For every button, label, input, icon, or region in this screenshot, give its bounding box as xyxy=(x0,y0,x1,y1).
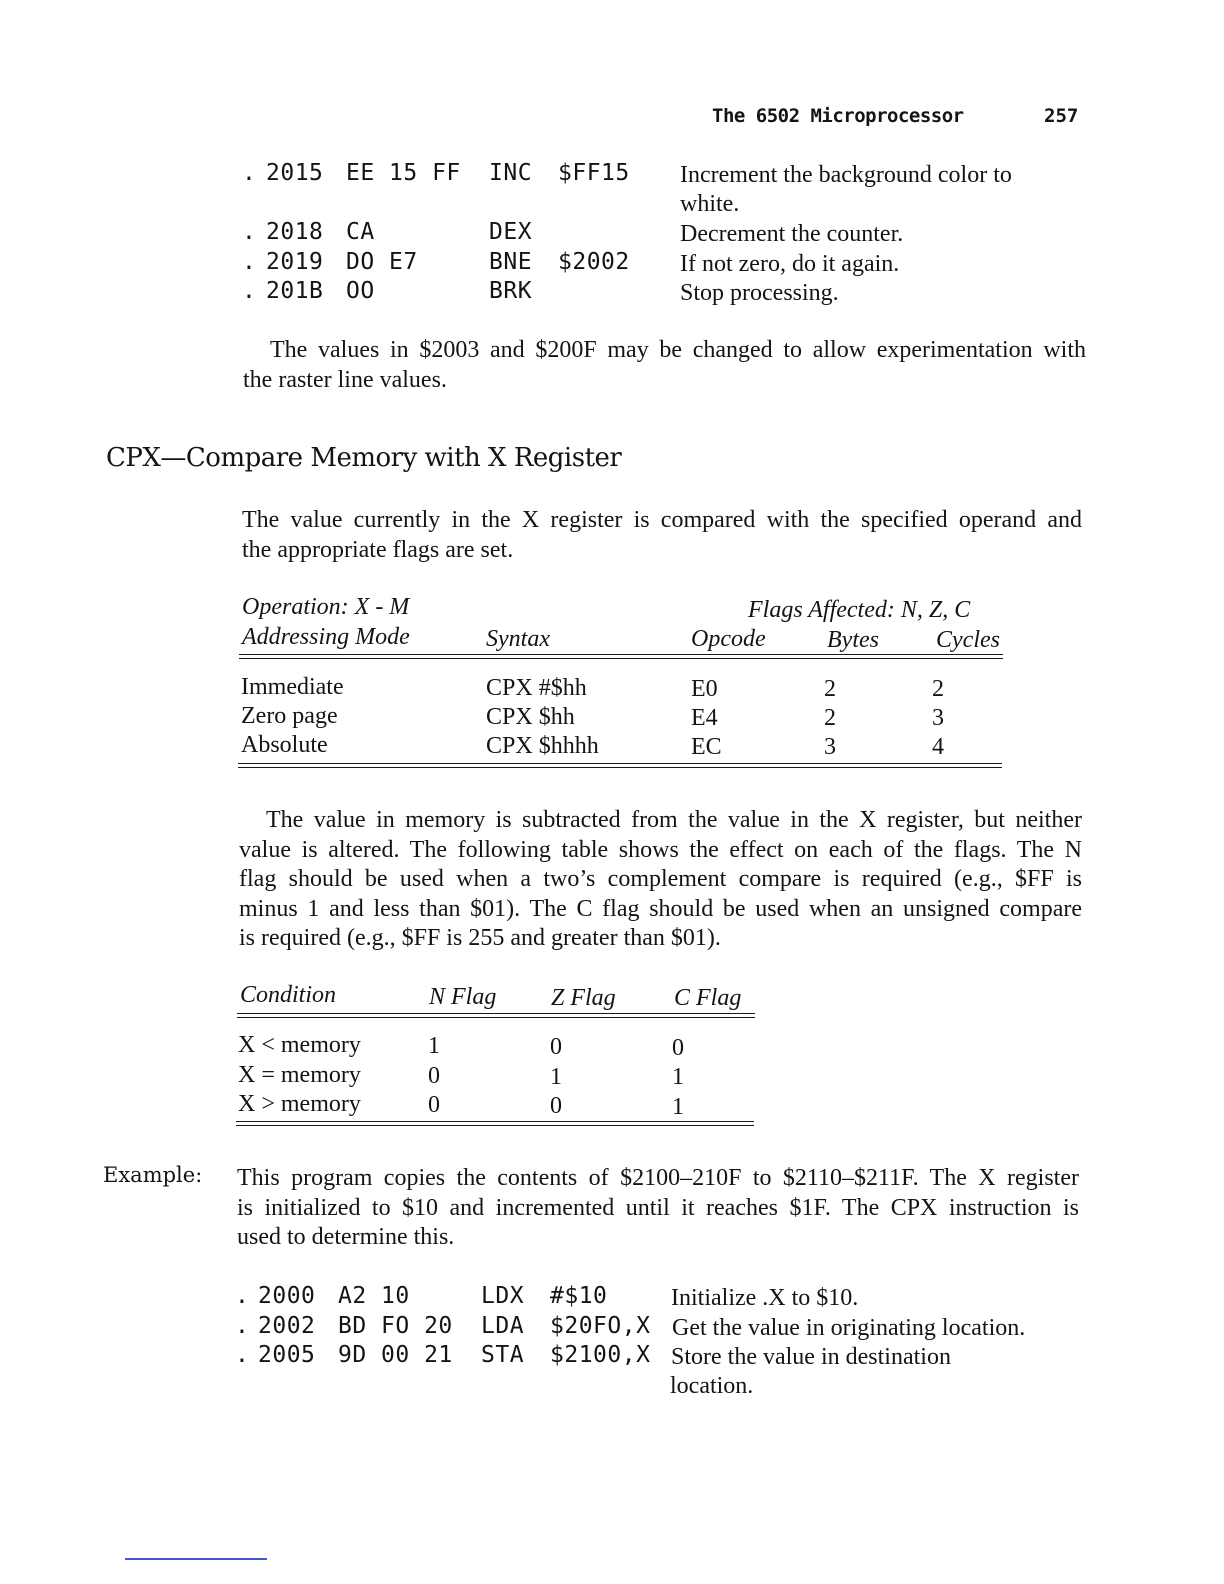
cell-z-flag: 0 xyxy=(550,1034,562,1060)
listing-dot: . xyxy=(235,1283,250,1309)
paragraph-line: value is altered. The following table shows the effect on each of the flags. The N xyxy=(239,836,1082,863)
listing-bytes: BD FO 20 xyxy=(338,1313,453,1339)
listing-comment: Initialize .X to $10. xyxy=(671,1285,859,1311)
section-heading: CPX—Compare Memory with X Register xyxy=(106,443,622,473)
listing-comment-continued: location. xyxy=(670,1373,754,1399)
cell-bytes: 2 xyxy=(824,705,836,731)
listing-comment-continued: white. xyxy=(680,191,740,217)
cell-condition: X = memory xyxy=(238,1062,361,1088)
cell-opcode: E4 xyxy=(691,705,718,731)
paragraph-line: The values in $2003 and $200F may be changed to allow experimentation with xyxy=(270,337,1086,363)
col-header-syntax: Syntax xyxy=(486,626,550,652)
paragraph-line: used to determine this. xyxy=(237,1224,455,1250)
cell-syntax: CPX #$hh xyxy=(486,675,587,701)
listing-bytes: A2 10 xyxy=(338,1283,410,1309)
listing-operand: $2002 xyxy=(558,249,630,275)
listing-dot: . xyxy=(235,1342,250,1368)
cell-mode: Immediate xyxy=(241,674,344,700)
listing-mnemonic: DEX xyxy=(489,219,533,245)
cell-n-flag: 1 xyxy=(428,1033,440,1059)
listing-bytes: OO xyxy=(346,278,375,304)
listing-comment: Decrement the counter. xyxy=(680,221,904,247)
listing-address: 2019 xyxy=(266,249,324,275)
paragraph-line: is required (e.g., $FF is 255 and greater than $01). xyxy=(239,925,721,951)
listing-dot: . xyxy=(242,219,257,245)
cell-n-flag: 0 xyxy=(428,1092,440,1118)
cell-n-flag: 0 xyxy=(428,1063,440,1089)
table-header-rule xyxy=(239,654,1003,659)
col-header-cycles: Cycles xyxy=(936,627,1000,653)
cell-condition: X > memory xyxy=(238,1091,361,1117)
footnote-rule xyxy=(125,1558,267,1560)
paragraph-memory-compare xyxy=(239,806,1082,954)
flags-affected-label: Flags Affected: N, Z, C xyxy=(748,597,971,623)
listing-address: 2002 xyxy=(258,1313,316,1339)
cell-mode: Absolute xyxy=(241,732,328,758)
col-header-bytes: Bytes xyxy=(827,627,879,653)
cell-z-flag: 1 xyxy=(550,1064,562,1090)
cell-syntax: CPX $hhhh xyxy=(486,733,599,759)
col-header-addressing-mode: Addressing Mode xyxy=(242,624,410,650)
cell-mode: Zero page xyxy=(241,703,338,729)
cell-cycles: 3 xyxy=(932,705,944,731)
listing-comment: If not zero, do it again. xyxy=(680,251,900,277)
cell-opcode: EC xyxy=(691,734,722,760)
col-header-opcode: Opcode xyxy=(691,626,766,652)
cell-cycles: 4 xyxy=(932,734,944,760)
listing-comment: Store the value in destination xyxy=(671,1344,951,1370)
col-header-n-flag: N Flag xyxy=(429,984,497,1010)
listing-address: 2000 xyxy=(258,1283,316,1309)
col-header-condition: Condition xyxy=(240,982,337,1008)
listing-operand: $20FO,X xyxy=(550,1313,651,1339)
listing-mnemonic: LDA xyxy=(481,1313,525,1339)
paragraph-line: the raster line values. xyxy=(243,366,447,393)
listing-comment: Increment the background color to xyxy=(680,162,1012,188)
cell-bytes: 2 xyxy=(824,676,836,702)
cell-opcode: E0 xyxy=(691,676,718,702)
listing-mnemonic: BNE xyxy=(489,249,533,275)
cell-c-flag: 0 xyxy=(672,1035,684,1061)
example-label: Example: xyxy=(103,1163,203,1187)
listing-dot: . xyxy=(242,160,257,186)
paragraph-example xyxy=(237,1164,1079,1253)
listing-mnemonic: LDX xyxy=(481,1283,525,1309)
cell-syntax: CPX $hh xyxy=(486,704,575,730)
page-number: 257 xyxy=(1044,105,1079,127)
listing-comment: Get the value in originating location. xyxy=(672,1315,1026,1341)
running-header-title: The 6502 Microprocessor xyxy=(712,105,964,127)
listing-dot: . xyxy=(235,1313,250,1339)
listing-bytes: DO E7 xyxy=(346,249,418,275)
listing-mnemonic: STA xyxy=(481,1342,525,1368)
cell-z-flag: 0 xyxy=(550,1093,562,1119)
listing-dot: . xyxy=(242,278,257,304)
cell-c-flag: 1 xyxy=(672,1094,684,1120)
col-header-c-flag: C Flag xyxy=(674,985,742,1011)
cell-c-flag: 1 xyxy=(672,1064,684,1090)
listing-address: 2015 xyxy=(266,160,324,186)
listing-address: 2018 xyxy=(266,219,324,245)
paragraph-line: flag should be used when a two’s complement compare is required (e.g., $FF is xyxy=(239,866,1082,892)
flag-table-header-rule xyxy=(237,1013,755,1018)
paragraph-raster-values xyxy=(243,336,1086,395)
paragraph-line: This program copies the contents of $2100–210F to $2110–$211F. The X register xyxy=(237,1165,1079,1191)
listing-comment: Stop processing. xyxy=(680,280,839,306)
paragraph-line: The value in memory is subtracted from the value in the X register, but neither xyxy=(266,807,1082,833)
table-bottom-rule xyxy=(238,763,1002,768)
listing-bytes: 9D 00 21 xyxy=(338,1342,453,1368)
listing-bytes: EE 15 FF xyxy=(346,160,461,186)
operation-label: Operation: X - M xyxy=(242,594,410,620)
listing-address: 2005 xyxy=(258,1342,316,1368)
listing-operand: #$10 xyxy=(550,1283,608,1309)
paragraph-line: the appropriate flags are set. xyxy=(242,536,514,563)
listing-operand: $FF15 xyxy=(558,160,630,186)
cell-bytes: 3 xyxy=(824,734,836,760)
cell-condition: X < memory xyxy=(238,1032,361,1058)
listing-operand: $2100,X xyxy=(550,1342,651,1368)
paragraph-cpx-intro xyxy=(242,506,1082,565)
paragraph-line: is initialized to $10 and incremented until it reaches $1F. The CPX instruction is xyxy=(237,1194,1079,1221)
col-header-z-flag: Z Flag xyxy=(551,985,616,1011)
listing-dot: . xyxy=(242,249,257,275)
paragraph-line: The value currently in the X register is compared with the specified operand and xyxy=(242,507,1082,533)
listing-address: 201B xyxy=(266,278,324,304)
listing-bytes: CA xyxy=(346,219,375,245)
listing-mnemonic: INC xyxy=(489,160,533,186)
cell-cycles: 2 xyxy=(932,676,944,702)
paragraph-line: minus 1 and less than $01). The C flag should be used when an unsigned compare xyxy=(239,895,1082,922)
flag-table-bottom-rule xyxy=(236,1121,754,1126)
listing-mnemonic: BRK xyxy=(489,278,533,304)
